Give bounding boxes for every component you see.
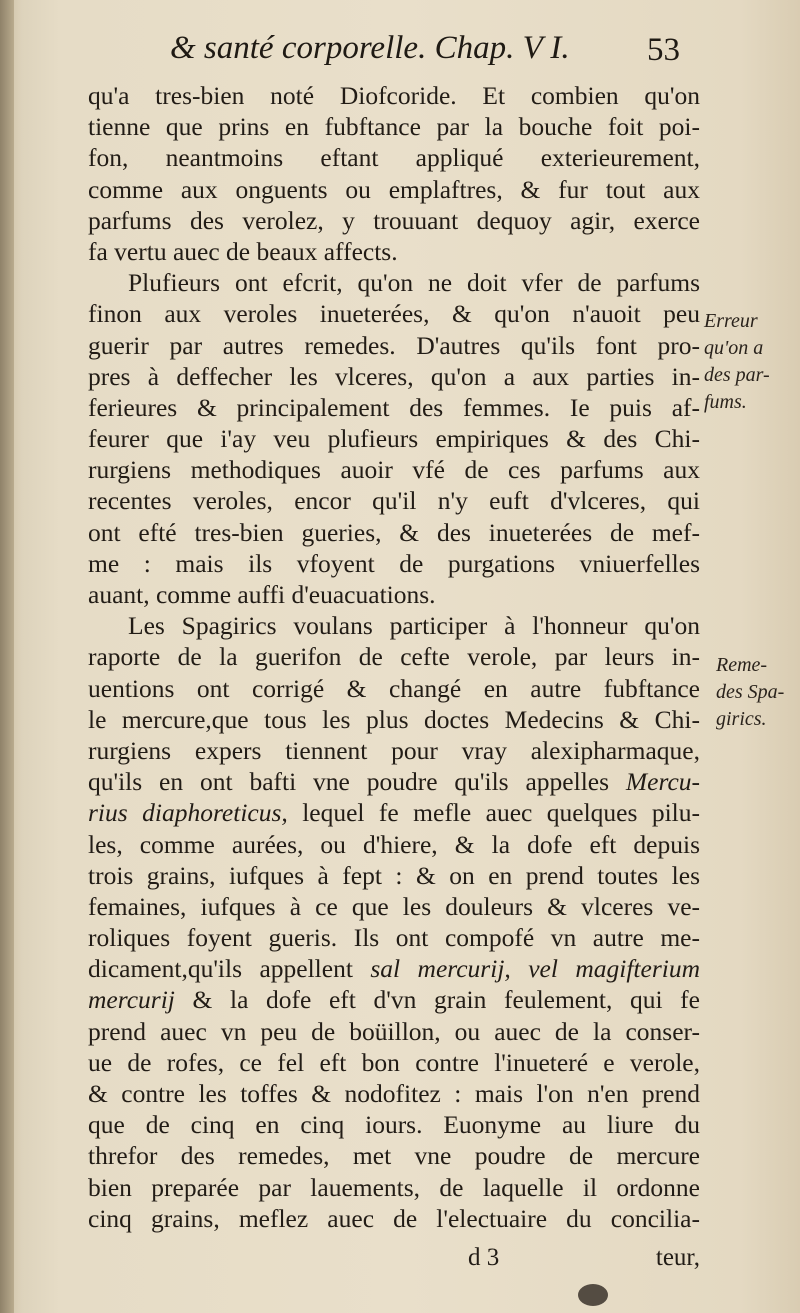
text-line: trois grains, iufques à fept : & on en prend toutes les xyxy=(88,860,700,890)
text-line: me : mais ils vfoyent de purgations vniuerfelles xyxy=(88,548,700,578)
text-line: cinq grains, meflez auec de l'electuaire du concilia- xyxy=(88,1203,700,1233)
italic-term: sal mercurij, vel magifterium xyxy=(370,954,700,984)
page-footer xyxy=(88,1244,700,1276)
text-line: parfums des verolez, y trouuant dequoy agir, exerce xyxy=(88,205,700,235)
text-line: feurer que i'ay veu plufieurs empiriques & des Chi- xyxy=(88,424,700,454)
margin-note-line: Erreur xyxy=(704,310,758,332)
text-segment: & la dofe eft d'vn grain feulement, qui fe xyxy=(174,985,700,1015)
text-line: raporte de la guerifon de cefte verole, par leurs in- xyxy=(88,642,700,672)
text-line: fon, neantmoins eftant appliqué exterieurement, xyxy=(88,143,700,173)
text-line: qu'a tres-bien noté Diofcoride. Et combien qu'on xyxy=(88,81,700,110)
italic-term: Mercu- xyxy=(625,767,700,797)
text-line xyxy=(88,797,700,828)
margin-note-remedes xyxy=(716,652,800,733)
margin-note-line: des par- xyxy=(704,364,770,386)
margin-note-line: fums. xyxy=(704,391,747,413)
text-line: finon aux veroles inueterées, & qu'on n'auoit peu xyxy=(88,299,700,329)
text-segment: lequel fe mefle auec quelques pilu- xyxy=(287,798,700,828)
margin-note-line: qu'on a xyxy=(704,337,764,359)
margin-note-line: girics. xyxy=(716,708,767,730)
text-line: tienne que prins en fubftance par la bouche foit poi- xyxy=(88,112,700,142)
text-segment: qu'ils en ont bafti vne poudre qu'ils appelles xyxy=(88,767,610,797)
text-line: guerir par autres remedes. D'autres qu'ils font pro- xyxy=(88,330,700,360)
page-binding-shadow xyxy=(0,0,14,1313)
margin-note-line: Reme- xyxy=(716,654,768,676)
text-line: fa vertu auec de beaux affects. xyxy=(88,236,398,266)
text-line: Plufieurs ont efcrit, qu'on ne doit vfer de parfums xyxy=(128,268,700,298)
text-line: rurgiens methodiques auoir vfé de ces parfums aux xyxy=(88,455,700,485)
text-line: recentes veroles, encor qu'il n'y euft d'vlceres, qui xyxy=(88,486,700,516)
text-line: pres à deffecher les vlceres, qu'on a aux parties in- xyxy=(88,361,700,391)
text-line: ont efté tres-bien gueries, & des inueterées de mef- xyxy=(88,517,700,547)
text-line: le mercure,que tous les plus doctes Medecins & Chi- xyxy=(88,704,700,734)
text-line: comme aux onguents ou emplaftres, & fur tout aux xyxy=(88,174,700,204)
text-line: threfor des remedes, met vne poudre de mercure xyxy=(88,1141,700,1171)
margin-note-line: des Spa- xyxy=(716,681,785,703)
page-number: 53 xyxy=(647,32,680,68)
italic-term: rius diaphoreticus, xyxy=(88,798,288,828)
catchword: teur, xyxy=(655,1244,700,1271)
text-line: & contre les toffes & nodofitez : mais l'on n'en prend xyxy=(88,1079,700,1108)
text-line: Les Spagirics voulans participer à l'honneur qu'on xyxy=(128,611,700,641)
text-line: roliques foyent gueris. Ils ont compofé vn autre me- xyxy=(88,923,700,953)
text-line xyxy=(88,984,700,1015)
text-line xyxy=(88,766,700,797)
body-text xyxy=(88,80,700,1234)
text-line: les, comme aurées, ou d'hiere, & la dofe eft depuis xyxy=(88,829,700,859)
text-line: uentions ont corrigé & changé en autre fubftance xyxy=(88,673,700,703)
text-line xyxy=(88,953,700,984)
text-line: auant, comme auffi d'euacuations. xyxy=(88,580,436,609)
running-head xyxy=(170,30,680,74)
running-head-title: & santé corporelle. Chap. V I. xyxy=(170,30,570,66)
italic-term: mercurij xyxy=(88,985,175,1015)
text-line: que de cinq en cinq iours. Euonyme au liure du xyxy=(88,1110,700,1140)
text-line: rurgiens expers tiennent pour vray alexipharmaque, xyxy=(88,735,700,765)
text-line: bien preparée par lauements, de laquelle il ordonne xyxy=(88,1172,700,1202)
text-line: ferieures & principalement des femmes. Ie puis af- xyxy=(88,392,700,422)
text-segment: dicament,qu'ils appellent xyxy=(88,954,353,984)
text-line: ue de rofes, ce fel eft bon contre l'inueteré e verole, xyxy=(88,1047,700,1077)
ink-blot xyxy=(578,1284,608,1306)
text-line: prend auec vn peu de boüillon, ou auec de la conser- xyxy=(88,1016,700,1046)
signature-mark: d 3 xyxy=(468,1244,500,1271)
margin-note-erreur xyxy=(704,308,796,416)
text-line: femaines, iufques à ce que les douleurs & vlceres ve- xyxy=(88,891,700,921)
